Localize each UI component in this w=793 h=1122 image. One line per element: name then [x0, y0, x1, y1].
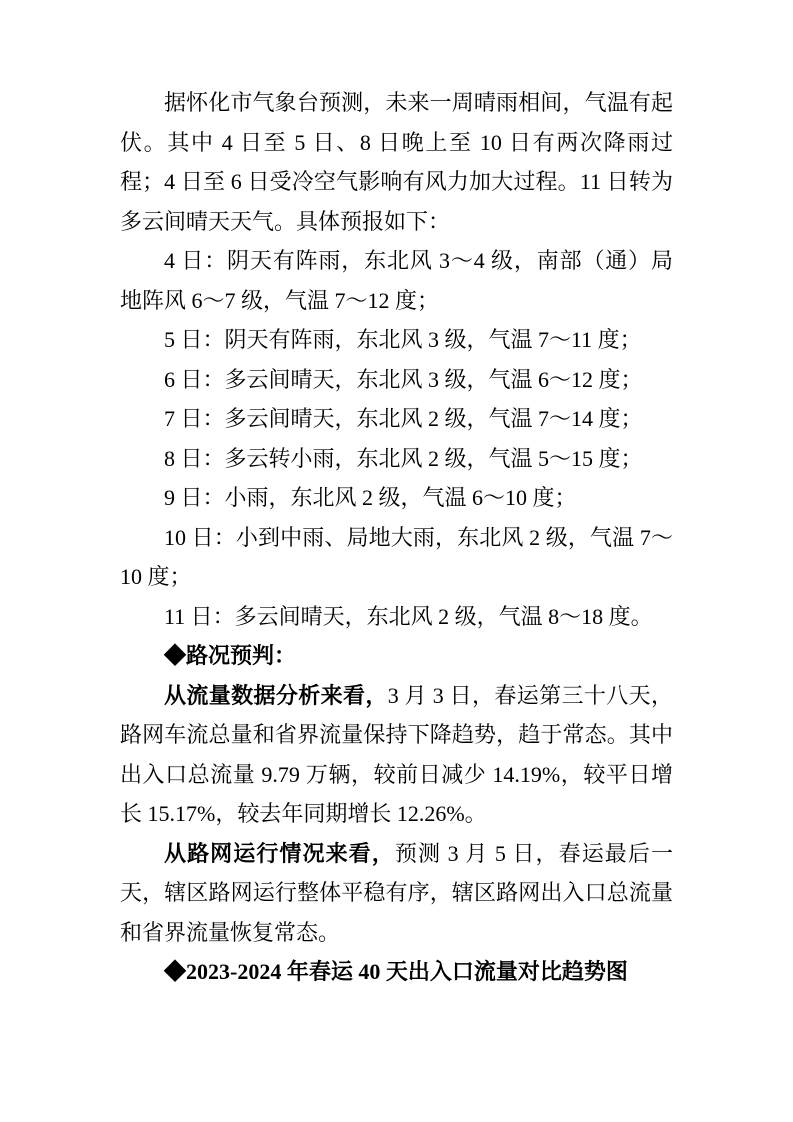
network-operation-body: 预测 3 月 5 日，春运最后一天，辖区路网运行整体平稳有序，辖区路网出入口总流量和省界流量恢复常态。 [120, 840, 673, 945]
network-operation-paragraph [120, 834, 673, 953]
forecast-day-11: 11 日：多云间晴天，东北风 2 级，气温 8～18 度。 [164, 603, 653, 629]
forecast-day-4: 4 日：阴天有阵雨，东北风 3～4 级，南部（通）局地阵风 6～7 级，气温 7～12 度； [120, 248, 673, 313]
forecast-day-8: 8 日：多云转小雨，东北风 2 级，气温 5～15 度； [164, 445, 643, 471]
forecast-day-5: 5 日：阴天有阵雨，东北风 3 级，气温 7～11 度； [164, 327, 642, 352]
network-operation-lead: 从路网运行情况来看， [164, 840, 395, 866]
traffic-analysis-body: 3 月 3 日，春运第三十八天，路网车流总量和省界流量保持下降趋势，趋于常态。其中出入口总流量 9.79 万辆，较前日减少 14.19%，较平日增长 15.17%，较去年同期增长 12.26%。 [120, 682, 673, 826]
forecast-day-9: 9 日：小雨，东北风 2 级，气温 6～10 度； [164, 485, 577, 510]
weather-forecast-intro: 据怀化市气象台预测，未来一周晴雨相间，气温有起伏。其中 4 日至 5 日、8 日晚上至 10 日有两次降雨过程；4 日至 6 日受冷空气影响有风力加大过程。11 日转为多云间晴天天气。具体预报如下： [120, 90, 673, 234]
traffic-analysis-lead: 从流量数据分析来看， [164, 682, 388, 708]
forecast-day-10: 10 日：小到中雨、局地大雨，东北风 2 级，气温 7～10 度； [120, 524, 673, 589]
road-condition-heading: ◆路况预判： [164, 643, 297, 668]
traffic-analysis-paragraph [120, 676, 673, 834]
chart-caption: ◆2023-2024 年春运 40 天出入口流量对比趋势图 [164, 959, 628, 984]
forecast-day-6: 6 日：多云间晴天，东北风 3 级，气温 6～12 度； [164, 366, 643, 392]
forecast-day-7: 7 日：多云间晴天，东北风 2 级，气温 7～14 度； [164, 406, 643, 431]
document-body [120, 83, 673, 992]
